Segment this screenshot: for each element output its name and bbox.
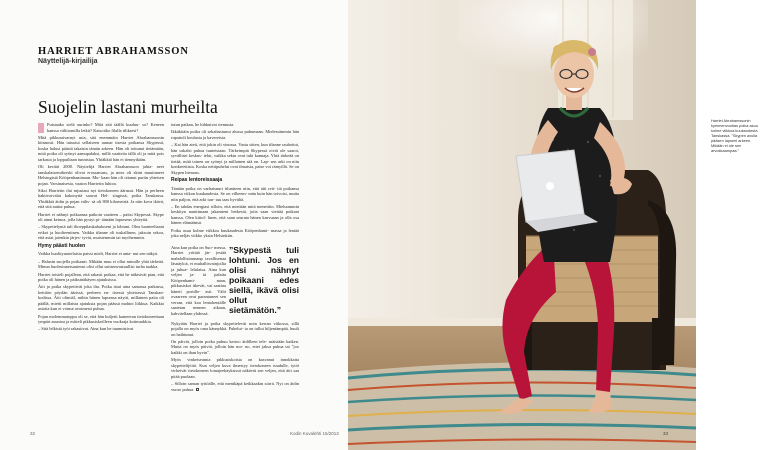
paragraph: Nykyään Harriet ja poika skypettelevät noin kerran viikossa, sillä pojalla on myös oma kännykkä. Puhelui- ta on tullut hiljentämpää, huuli on haihtunut. <box>171 320 299 337</box>
page-number-left: 32 <box>30 431 36 436</box>
paragraph: – Kai hän aieti, että jokin oli vinossa. Vastu sitten, kun tilanne rauhottui, hän uskalsi puhua tunteistaan. Tärkeimpiä Skypessä oivät ole saarot, syvälliset keskus- telut, vaikka sekin ovat tuki kannaja. Yhtä tärkeää on tietää, mitä toinen on syönyt ja millainen sää on. Lap- sen arki on niin konkreettista. Koska nettipuhelut ovat ilmaisia, paise voi rämyillä. Se on Skypen hienous. <box>171 142 299 175</box>
paragraph: – Sitä lelkistä työt rakastivat. Aina kun he tuunnistivat <box>38 326 134 332</box>
paragraph: On päiviä, jolloin poika puhuu kertoo äidilleen tele- mäistään kaiken. Mutta on myös päiviä, jolloin hän mo- no, ettei jaksa puhua tai "joo kaikki on ihan hyvin". <box>171 338 299 355</box>
right-page <box>348 0 758 450</box>
magazine-footer: Kodin Kuvalehti 16/2013 <box>290 431 339 436</box>
end-mark <box>196 388 199 391</box>
intro-paragraph: Puistaako sielä aurinko? Mitä sitä täällä kuuluu- so? Keneen kanssa välittomilla leikit? Katsoitko filalla tiliksesi? <box>38 122 164 133</box>
paragraph: Harriet toisteli pojallean, että rakasti poikaa, että he näkisivät pian, että poika oli hänen ja päiksinäkäyen ajatuksissa. <box>38 271 164 283</box>
text-column-2 <box>171 122 299 394</box>
article-headline: Suojelin lastani murheilta <box>38 97 218 117</box>
author-name: HARRIET ABRAHAMSSON <box>38 46 189 57</box>
author-role: Näyttelijä-kirjailija <box>38 58 98 65</box>
dropcap-mark <box>38 123 44 133</box>
subheading: Hymy päästi huolen <box>38 242 86 249</box>
paragraph: Mitä pikkuraivarnyt asia, sitä enemmäin Harriet Abrahamssonin kiinnosti. Hän tutustui sellaiseen uumar tisesta poikansa Skypessä, koska halusi päästä takaisin tämän arkeen. Hän oli tottunut tietämään, mitä poika oli syönyt aamupalaksi, millä vaatteita tällä oli ja mitä pois tarkasta ja loppuiltaan tunnistaa. Yhtäkkiä hän ei tiennytkään. <box>38 134 164 162</box>
paragraph: Myös vinkeiseamia pikkusiskoista on kasvanut innokkaita skypettelijöitä. Kun veljen kuva ilmestyy tietokoneen ruudulle, tytöt virheivät tietokoneen lomajeekäyksissä näkävät sen veljen, että äiti saa pitää puolaan. <box>171 357 299 379</box>
paragraph: Äiti ja poika skypettivät joka ilta. Poika istui aina samassa paikassa, keittiön pöydän äärissä, perheen en- tisessä yhteisessä Tanskan-kodissa. Äiti olimiäl, mihin hänen lapsensa näytti, millainen paita oli päällä, mietti millaista ajatuksia pojan päässä mahtoi liikkua. Kaikkia asioita kun ei voinut avoimesti puhua. <box>38 284 164 312</box>
paragraph: Harriet ei nähnyt poikaansa paikoin vaatteen – paitsi Skypessä. Skype oli ainut keinoa, jolla hän pystyi pi- tämään lapseseus yhteyttä. <box>38 211 164 223</box>
paragraph: Aina kun poika on Suo- messa, Harriet yrittää jär- jestää mahdollisimmanp tavallisenaa läsnäyloä, ei muhallisvainjoilia ja juhua- lelulaisa. Aina kun veljen ja- tä palaita Kööpenhami- naan, pikkusiskot itkevät, vaí saattua häneti portille- asti. Välit ovaareen ovat parantuneet sen verran, että koa lentokentälle saatetan nennen aikaan, kahvitellaan yhdessä. <box>171 244 226 316</box>
portrait-photo <box>348 0 696 450</box>
quote-flow <box>171 245 299 315</box>
apple-logo <box>546 182 554 190</box>
left-page <box>0 0 348 450</box>
byline <box>38 46 189 65</box>
subheading: Reipas lentoreissaaja <box>171 177 223 184</box>
paragraph: Poika asuu kolme viikkoa kuukaudesta Kööpenhami- massa ja lentää joka neljäs viikko yksin Helsinkiin. <box>171 227 299 239</box>
paragraph: Tänään poika on varhaisnuri tiluniteen niin, että äiti reit- tiä poikansa kanssa viikon kuukaudesta. Se on vilkeem- män kuin hän toivoisi, mutta niin paljon, että arki tun- tuu taas hyvältä. <box>171 185 299 202</box>
paragraph: – En tahdas energiasi silloin, että mietitän mitä menettiin. Mieluummin keskityn nauttimaan jakamieni hetkestä, joita saan viettää poikani kanssa. Olen kiitol- linen, että saan seurata hänen kasvuaan ja olla osa hänen elämäänsä. <box>171 203 299 226</box>
paragraph: Siksi Harrietin ilat mjustaut nyt tietokoneen äärassä. Hän ja perheen haktivoivalat kakonyttä saavat Hel- singissä, poika Tanskassa. Yhtäkkiä äidin ja pojan välis- sä oli 800 kilometriä. Ja niin kova ikävä, että sitä auttui puhua. <box>38 187 164 210</box>
text-column-1 <box>38 122 164 334</box>
pull-quote: ”Skypestä tuli lohtuni. Jos en olisi nähnyt poikaani edes siellä, ikävä olisi ollut sietämätön.” <box>229 244 299 315</box>
paragraph: – Halusin suojella poikaani. Mikään muu ei ollut minulle yhtä tärkeää. Minun huolestuneisuutensi olisi ollut suitsenvastuullisi turha taakka. <box>38 258 164 270</box>
paragraph: Oli keväät 2008. Näyttelijä Harriet Abrahamsson jahta- neet tanskalaisemibreski olivat erossamass, ja mies oli skint muuttaneet Helsingistä Kööpenhaminaan. Mu- kaan hän oli ottanut pariin yhteisen pojan. Varsinaisesta, vaaton Harrietin luhtoa. <box>38 164 164 186</box>
paragraph: Pojan molemmatoppu oli se, että hän kuljetti kameeran tietokoneettaan ympäri asuntoa ja esitteli pikkusiskoilleen vuokraja kotimarkkia. <box>38 313 164 325</box>
page-number-right: 33 <box>662 431 668 436</box>
paragraph: Ikkäkitäin poika oli sekaltustunut alussa puhumaan. Mielessämmin hän rupattoli koulusta ja kavereista. <box>171 129 299 140</box>
paragraph: – Skypettelyntä tuli iltoeppilaukahaloseni ja lohtuni. Oleu luonteeltaani erikoi ja huolteentinen. Vaikka tilanne oli tuskallinen, jaksoin sekoa, että asiat jotenkin järjes- tyvät, muistemmin tai myöhemmin. <box>38 224 164 241</box>
paragraph: tutun paikan, he hihkuivat riemusta. <box>171 122 235 127</box>
paragraph: Vaikka huolityaastelaisia paissi mielt, Harriet ei anta- nut sen näkyä. <box>38 251 159 257</box>
photo-caption: Harriet Abrahamssonin kymmenvuotias poika asuu kolme viikkoa kuukaudesta Tanskassa. "Skypen avulla pääsen lapseni arkeen. Mikään ei ole sen arvokkaampaa." <box>711 118 758 153</box>
paragraph: – Silloin saman tyttöälle, että menikäpä keikkaakin siirrä. Nyt on äidin vuoro puhua. <box>171 381 299 392</box>
